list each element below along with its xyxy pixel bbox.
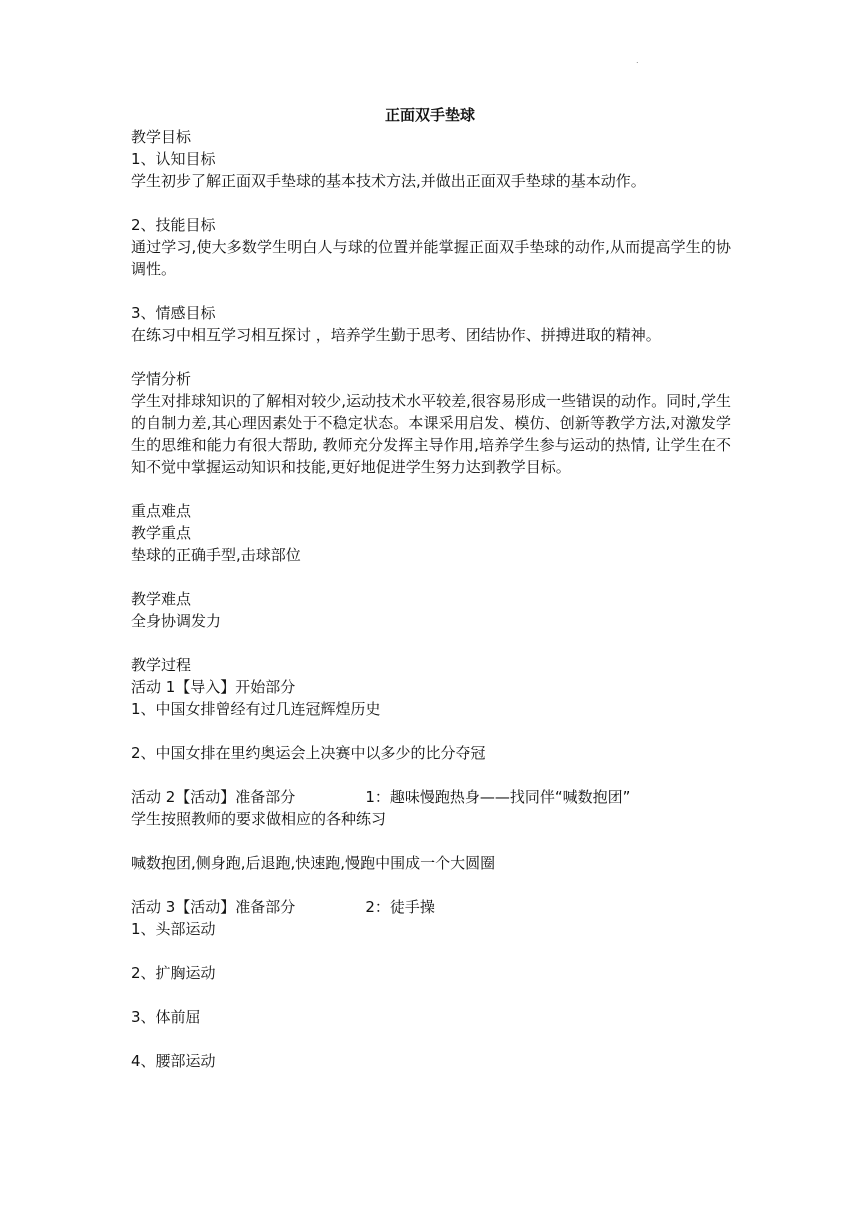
activity-1-title: 活动 1【导入】开始部分 [131, 678, 296, 696]
activity-2-subtitle: 1：趣味慢跑热身——找同伴“喊数抱团” [365, 788, 631, 806]
section-heading-key-points: 重点难点 [131, 502, 192, 520]
paragraph-analysis: 学生对排球知识的了解相对较少,运动技术水平较差,很容易形成一些错误的动作。同时,学生的自制力差,其心理因素处于不稳定状态。本课采用启发、模仿、创新等教学方法,对激发学生的思维和能力有很大帮助, 教师充分发挥主导作用,培养学生参与运动的热情, 让学生在不知不觉中掌握运动知识和技能,更好地促进学生努力达到教学目标。 [131, 392, 731, 476]
section-heading-goals: 教学目标 [131, 128, 192, 146]
activity-3-item-2: 2、扩胸运动 [131, 964, 216, 982]
activity-1-item-1: 1、中国女排曾经有过几连冠辉煌历史 [131, 700, 381, 718]
activity-3-subtitle: 2：徒手操 [365, 898, 435, 916]
activity-3-item-3: 3、体前屈 [131, 1008, 201, 1026]
activity-3-item-1: 1、头部运动 [131, 920, 216, 938]
paragraph-emotion: 在练习中相互学习相互探讨 ，培养学生勤于思考、团结协作、拼搏进取的精神。 [131, 326, 661, 344]
activity-3-item-4: 4、腰部运动 [131, 1052, 216, 1070]
activity-2-text-2: 喊数抱团,侧身跑,后退跑,快速跑,慢跑中围成一个大圆圈 [131, 854, 496, 872]
activity-2-header [131, 786, 731, 808]
activity-1-item-2: 2、中国女排在里约奥运会上决赛中以多少的比分夺冠 [131, 744, 486, 762]
activity-3-title: 活动 3【活动】准备部分 [131, 898, 296, 916]
subheading-skill: 2、技能目标 [131, 216, 216, 234]
paragraph-skill: 通过学习,使大多数学生明白人与球的位置并能掌握正面双手垫球的动作,从而提高学生的协调性。 [131, 238, 731, 278]
subheading-emotion: 3、情感目标 [131, 304, 216, 322]
document-title: 正面双手垫球 [384, 106, 475, 124]
paragraph-key: 垫球的正确手型,击球部位 [131, 546, 301, 564]
activity-2-text-1: 学生按照教师的要求做相应的各种练习 [131, 810, 387, 828]
section-heading-process: 教学过程 [131, 656, 192, 674]
subheading-key: 教学重点 [131, 524, 192, 542]
document-body [131, 126, 731, 1072]
section-heading-analysis: 学情分析 [131, 370, 192, 388]
activity-2-title: 活动 2【活动】准备部分 [131, 788, 296, 806]
subheading-difficulty: 教学难点 [131, 590, 192, 608]
paragraph-cognitive: 学生初步了解正面双手垫球的基本技术方法,并做出正面双手垫球的基本动作。 [131, 172, 646, 190]
paragraph-difficulty: 全身协调发力 [131, 612, 222, 630]
page-mark: . [636, 56, 639, 65]
subheading-cognitive: 1、认知目标 [131, 150, 216, 168]
activity-3-header [131, 896, 731, 918]
